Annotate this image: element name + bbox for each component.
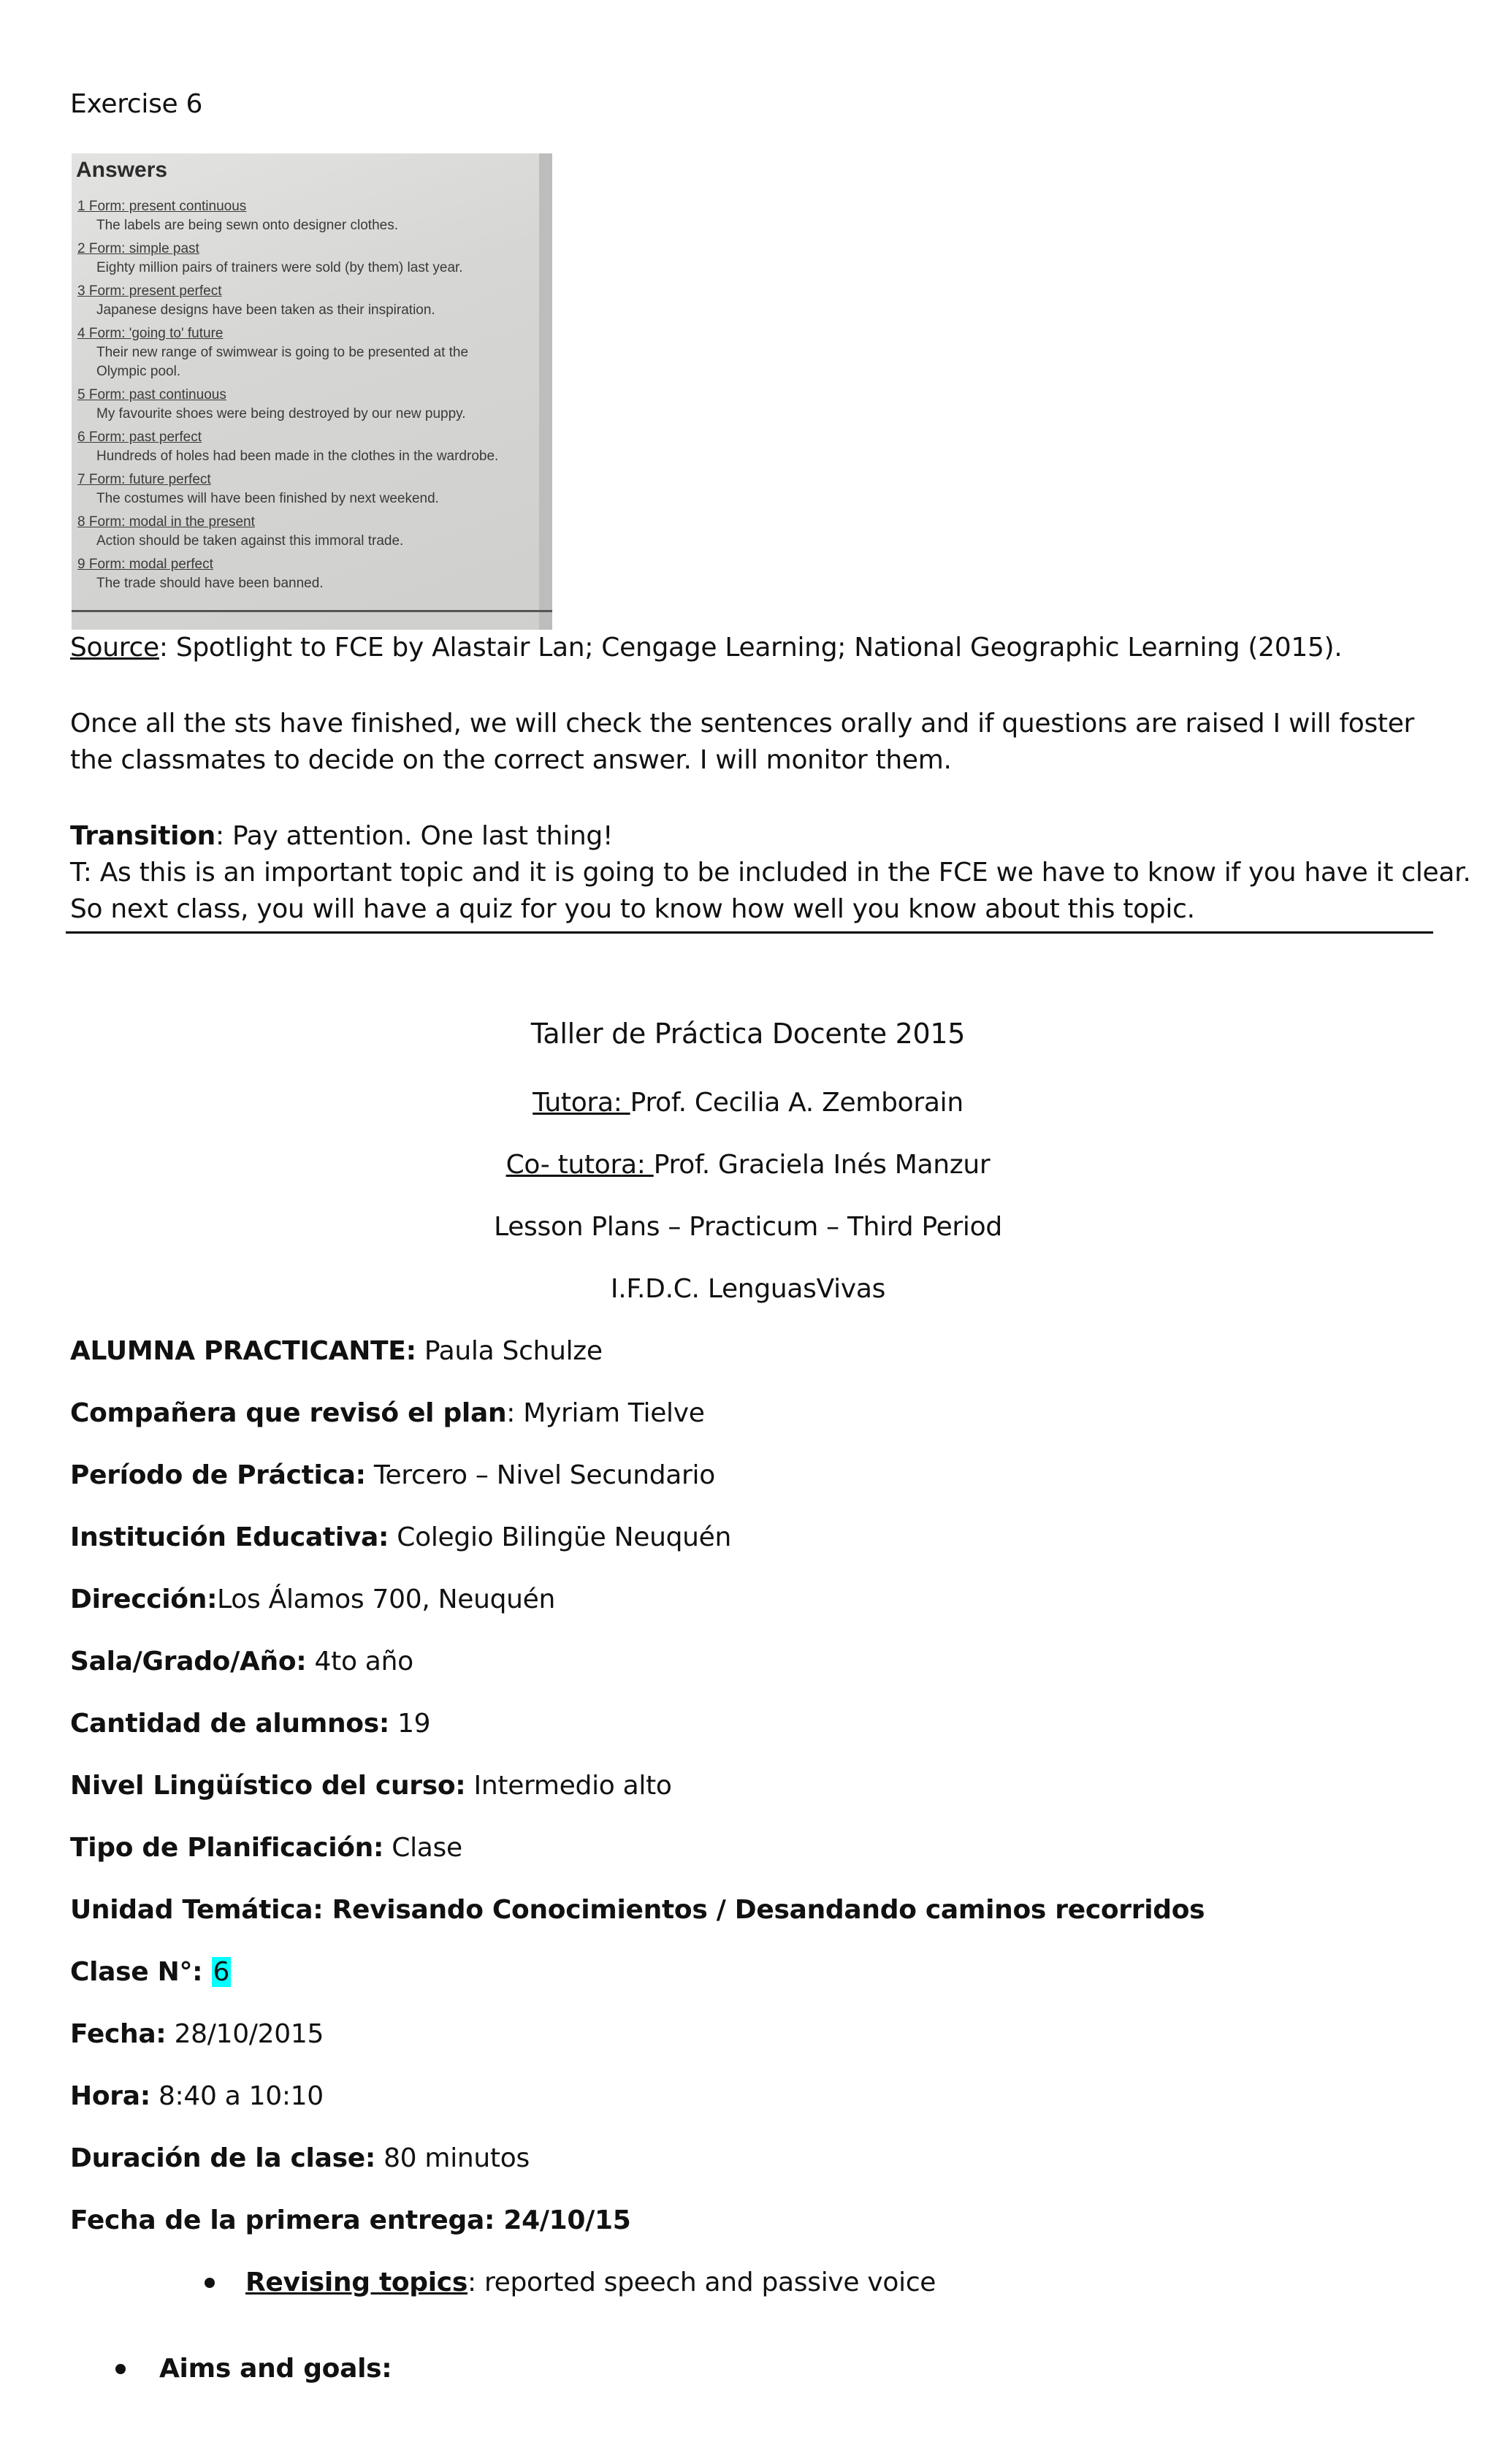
field-value: 28/10/2015 bbox=[166, 2019, 324, 2049]
teacher-line: T: As this is an important topic and it is going to be included in the FCE we have to know if you have it clear. bbox=[70, 858, 1471, 888]
source-text: : Spotlight to FCE by Alastair Lan; Cengage Learning; National Geographic Learning (2015). bbox=[159, 633, 1343, 663]
answers-heading: Answers bbox=[76, 158, 168, 182]
field-tipo bbox=[70, 1830, 462, 1866]
answer-sentence: Action should be taken against this immoral trade. bbox=[96, 533, 404, 549]
field-label: Cantidad de alumnos: bbox=[70, 1709, 389, 1739]
cotutora-line bbox=[0, 1147, 1496, 1183]
field-label: Duración de la clase: bbox=[70, 2143, 375, 2173]
field-cantidad bbox=[70, 1706, 430, 1742]
answer-form: 1 Form: present continuous bbox=[77, 199, 247, 214]
field-label: Período de Práctica: bbox=[70, 1460, 366, 1490]
transition-line bbox=[70, 818, 613, 855]
answer-sentence: The labels are being sewn onto designer clothes. bbox=[96, 218, 398, 233]
field-label: Compañera que revisó el plan bbox=[70, 1398, 507, 1428]
answer-sentence: The costumes will have been finished by next weekend. bbox=[96, 491, 439, 506]
field-value: Los Álamos 700, Neuquén bbox=[217, 1584, 556, 1614]
source-label: Source bbox=[70, 633, 159, 663]
field-value: 19 bbox=[389, 1709, 431, 1739]
field-value: 80 minutos bbox=[375, 2143, 530, 2173]
field-sala bbox=[70, 1644, 413, 1680]
paragraph-line: the classmates to decide on the correct answer. I will monitor them. bbox=[70, 745, 952, 775]
cotutora-label: Co- tutora: bbox=[505, 1150, 654, 1180]
answer-form: 3 Form: present perfect bbox=[77, 283, 222, 299]
field-label: Unidad Temática: bbox=[70, 1895, 324, 1925]
answer-key-photo bbox=[72, 153, 552, 630]
field-entrega bbox=[70, 2202, 631, 2239]
field-value: 24/10/15 bbox=[495, 2205, 631, 2235]
field-value: 4to año bbox=[306, 1647, 413, 1677]
field-alumna bbox=[70, 1333, 603, 1370]
field-value: Intermedio alto bbox=[465, 1771, 672, 1801]
field-fecha bbox=[70, 2016, 324, 2053]
answer-sentence: Their new range of swimwear is going to be presented at the bbox=[96, 345, 469, 360]
field-companera bbox=[70, 1395, 705, 1432]
bullet-revising bbox=[245, 2265, 936, 2301]
field-label: ALUMNA PRACTICANTE: bbox=[70, 1336, 416, 1366]
field-hora bbox=[70, 2078, 324, 2115]
paragraph-line: Once all the sts have finished, we will check the sentences orally and if questions are raised I will foster bbox=[70, 709, 1415, 739]
field-label: Institución Educativa: bbox=[70, 1522, 389, 1552]
field-label: Dirección: bbox=[70, 1584, 218, 1614]
answer-form: 5 Form: past continuous bbox=[77, 387, 226, 403]
bullet-value: : reported speech and passive voice bbox=[467, 2267, 936, 2297]
tutora-label: Tutora: bbox=[533, 1088, 630, 1118]
header-subtitle: Lesson Plans – Practicum – Third Period bbox=[494, 1212, 1002, 1242]
answer-form: 4 Form: 'going to' future bbox=[77, 326, 224, 341]
answer-sentence: The trade should have been banned. bbox=[96, 576, 324, 591]
field-label: Clase N°: bbox=[70, 1957, 212, 1987]
answer-form: 8 Form: modal in the present bbox=[77, 514, 255, 530]
answer-sentence: Japanese designs have been taken as their inspiration. bbox=[96, 302, 435, 318]
tutora-line bbox=[0, 1085, 1496, 1121]
exercise-title: Exercise 6 bbox=[70, 89, 203, 119]
field-unidad bbox=[70, 1892, 1205, 1929]
answer-sentence: Eighty million pairs of trainers were sold (by them) last year. bbox=[96, 260, 463, 275]
field-value-highlighted: 6 bbox=[213, 1957, 230, 1987]
answer-sentence: Hundreds of holes had been made in the clothes in the wardrobe. bbox=[96, 449, 499, 464]
photo-page-edge bbox=[539, 153, 552, 630]
teacher-line: So next class, you will have a quiz for you to know how well you know about this topic. bbox=[70, 894, 1195, 924]
section-divider bbox=[66, 931, 1433, 934]
field-label: Nivel Lingüístico del curso: bbox=[70, 1771, 466, 1801]
photo-bottom-line bbox=[72, 610, 552, 612]
field-duracion bbox=[70, 2140, 530, 2177]
field-value: Paula Schulze bbox=[416, 1336, 603, 1366]
tutora-value: Prof. Cecilia A. Zemborain bbox=[630, 1088, 963, 1118]
transition-text: : Pay attention. One last thing! bbox=[215, 821, 614, 851]
field-label: Sala/Grado/Año: bbox=[70, 1647, 307, 1677]
answer-form: 9 Form: modal perfect bbox=[77, 557, 213, 572]
bullet-label: Revising topics bbox=[245, 2267, 468, 2297]
field-value: Revisando Conocimientos / Desandando caminos recorridos bbox=[323, 1895, 1205, 1925]
field-value: Clase bbox=[383, 1833, 462, 1863]
field-nivel bbox=[70, 1768, 672, 1804]
field-value: : Myriam Tielve bbox=[506, 1398, 705, 1428]
transition-label: Transition bbox=[70, 821, 215, 851]
answer-form: 7 Form: future perfect bbox=[77, 472, 211, 487]
field-value: 8:40 a 10:10 bbox=[150, 2081, 324, 2111]
field-value: Tercero – Nivel Secundario bbox=[365, 1460, 715, 1490]
field-direccion bbox=[70, 1582, 555, 1618]
cotutora-value: Prof. Graciela Inés Manzur bbox=[653, 1150, 991, 1180]
bullet-dot-icon bbox=[115, 2364, 126, 2374]
field-label: Fecha: bbox=[70, 2019, 167, 2049]
field-periodo bbox=[70, 1457, 715, 1494]
field-label: Hora: bbox=[70, 2081, 150, 2111]
source-line bbox=[70, 630, 1342, 666]
bullet-dot-icon bbox=[205, 2278, 215, 2288]
bullet-aims: Aims and goals: bbox=[159, 2354, 392, 2384]
field-label: Fecha de la primera entrega: bbox=[70, 2205, 495, 2235]
answer-form: 6 Form: past perfect bbox=[77, 430, 202, 445]
field-value: Colegio Bilingüe Neuquén bbox=[389, 1522, 732, 1552]
answer-sentence: My favourite shoes were being destroyed by our new puppy. bbox=[96, 406, 466, 422]
field-institucion bbox=[70, 1519, 731, 1556]
answer-sentence: Olympic pool. bbox=[96, 364, 181, 379]
header-title: Taller de Práctica Docente 2015 bbox=[530, 1018, 966, 1050]
answer-form: 2 Form: simple past bbox=[77, 241, 199, 256]
field-clase bbox=[70, 1954, 231, 1991]
header-institute: I.F.D.C. LenguasVivas bbox=[610, 1274, 886, 1304]
field-label: Tipo de Planificación: bbox=[70, 1833, 384, 1863]
